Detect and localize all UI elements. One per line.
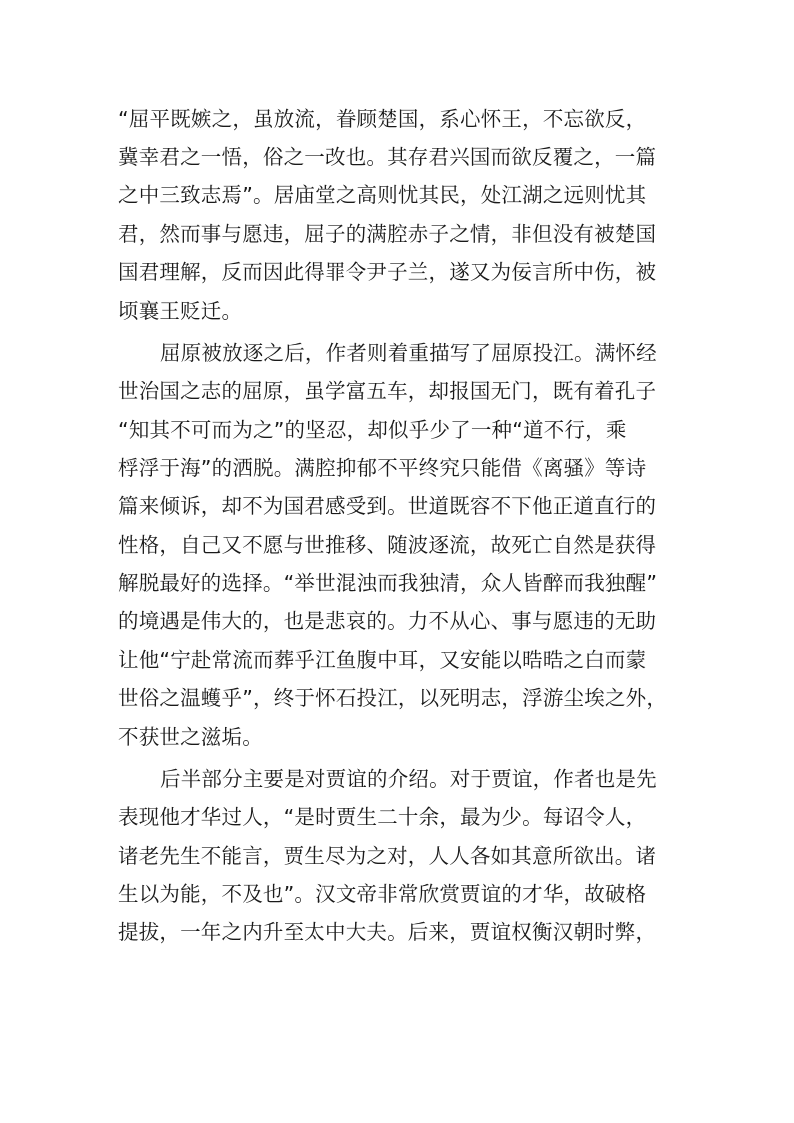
text-line: 解脱最好的选择。“举世混浊而我独清，众人皆醉而我独醒” (118, 571, 658, 595)
text-line: 提拔，一年之内升至太中大夫。后来，贾谊权衡汉朝时弊， (118, 920, 657, 944)
text-line: 表现他才华过人，“是时贾生二十余，最为少。每诏令人， (118, 805, 647, 829)
text-line: 桴浮于海”的洒脱。满腔抑郁不平终究只能借《离骚》等诗 (118, 456, 647, 480)
text-line: 君，然而事与愿违，屈子的满腔赤子之情，非但没有被楚国 (118, 222, 657, 246)
text-line: 篇来倾诉，却不为国君感受到。世道既容不下他正道直行的 (118, 494, 657, 518)
text-line: 冀幸君之一悟，俗之一改也。其存君兴国而欲反覆之，一篇 (118, 145, 657, 169)
text-line: “屈平既嫉之，虽放流，眷顾楚国，系心怀王，不忘欲反， (118, 107, 647, 131)
text-line: 世治国之志的屈原，虽学富五车，却报国无门，既有着孔子 (118, 379, 657, 403)
text-line: 的境遇是伟大的，也是悲哀的。力不从心、事与愿违的无助 (118, 609, 657, 633)
text-line: “知其不可而为之”的坚忍，却似乎少了一种“道不行，乘 (118, 418, 627, 442)
text-line: 生以为能，不及也”。汉文帝非常欣赏贾谊的才华，故破格 (118, 882, 647, 906)
paragraph-first-line: 屈原被放逐之后，作者则着重描写了屈原投江。满怀经 (160, 341, 657, 365)
text-line: 顷襄王贬迁。 (118, 299, 243, 323)
paragraph-first-line: 后半部分主要是对贾谊的介绍。对于贾谊，作者也是先 (160, 767, 657, 791)
text-line: 世俗之温蠖乎”，终于怀石投江，以死明志，浮游尘埃之外， (118, 686, 668, 710)
text-line: 之中三致志焉”。居庙堂之高则忧其民，处江湖之远则忧其 (118, 183, 647, 207)
text-line: 让他“宁赴常流而葬乎江鱼腹中耳，又安能以晧晧之白而蒙 (118, 648, 647, 672)
text-line: 诸老先生不能言，贾生尽为之对，人人各如其意所欲出。诸 (118, 844, 657, 868)
text-line: 性格，自己又不愿与世推移、随波逐流，故死亡自然是获得 (118, 533, 657, 557)
text-line: 国君理解，反而因此得罪令尹子兰，遂又为佞言所中伤，被 (118, 260, 657, 284)
text-line: 不获世之滋垢。 (118, 725, 263, 749)
